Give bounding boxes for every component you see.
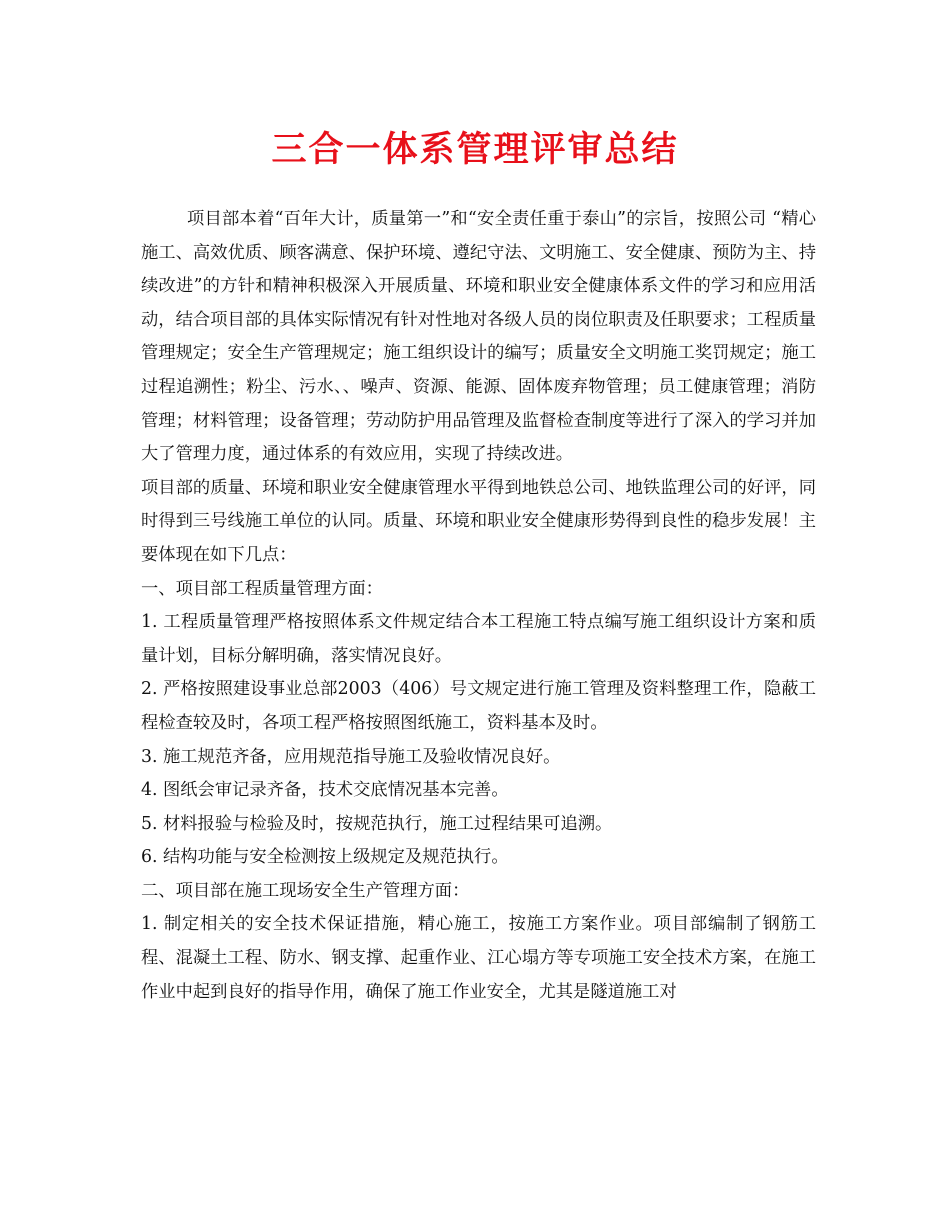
paragraph-intro: 项目部本着“百年大计，质量第一”和“安全责任重于泰山”的宗旨，按照公司 “精心施工、高效优质、顾客满意、保护环境、遵纪守法、文明施工、安全健康、预防为主、持续改进”的方针和精神积极深入开展质量、环境和职业安全健康体系文件的学习和应用活动，结合项目部的具体实际情况有针对性地对各级人员的岗位职责及任职要求；工程质量管理规定；安全生产管理规定；施工组织设计的编写；质量安全文明施工奖罚规定；施工过程追溯性；粉尘、污水、、噪声、资源、能源、固体废弃物管理；员工健康管理；消防管理；材料管理；设备管理；劳动防护用品管理及监督检查制度等进行了深入的学习并加大了管理力度，通过体系的有效应用，实现了持续改进。 [141,209,816,465]
paragraph-evaluation: 项目部的质量、环境和职业安全健康管理水平得到地铁总公司、地铁监理公司的好评，同时得到三号线施工单位的认同。质量、环境和职业安全健康形势得到良性的稳步发展！主要体现在如下几点： [141,477,816,565]
list-item: 1. 工程质量管理严格按照体系文件规定结合本工程施工特点编写施工组织设计方案和质量计划，目标分解明确，落实情况良好。 [141,612,816,666]
list-item: 3. 施工规范齐备，应用规范指导施工及验收情况良好。 [141,746,561,767]
section-heading-quality: 一、项目部工程质量管理方面： [141,578,383,599]
list-item: 1. 制定相关的安全技术保证措施，精心施工，按施工方案作业。项目部编制了钢筋工程、混凝土工程、防水、钢支撑、起重作业、江心塌方等专项施工安全技术方案，在施工作业中起到良好的指导作用，确保了施工作业安全，尤其是隧道施工对 [141,914,816,1002]
list-item: 5. 材料报验与检验及时，按规范执行，施工过程结果可追溯。 [141,813,613,834]
list-item: 4. 图纸会审记录齐备，技术交底情况基本完善。 [141,780,509,801]
document-body [141,203,816,1009]
list-item: 2. 严格按照建设事业总部2003（406）号文规定进行施工管理及资料整理工作，隐蔽工程检查较及时，各项工程严格按照图纸施工，资料基本及时。 [141,679,816,733]
document-title: 三合一体系管理评审总结 [271,129,679,170]
section-heading-safety: 二、项目部在施工现场安全生产管理方面： [141,880,470,901]
list-item: 6. 结构功能与安全检测按上级规定及规范执行。 [141,847,509,868]
